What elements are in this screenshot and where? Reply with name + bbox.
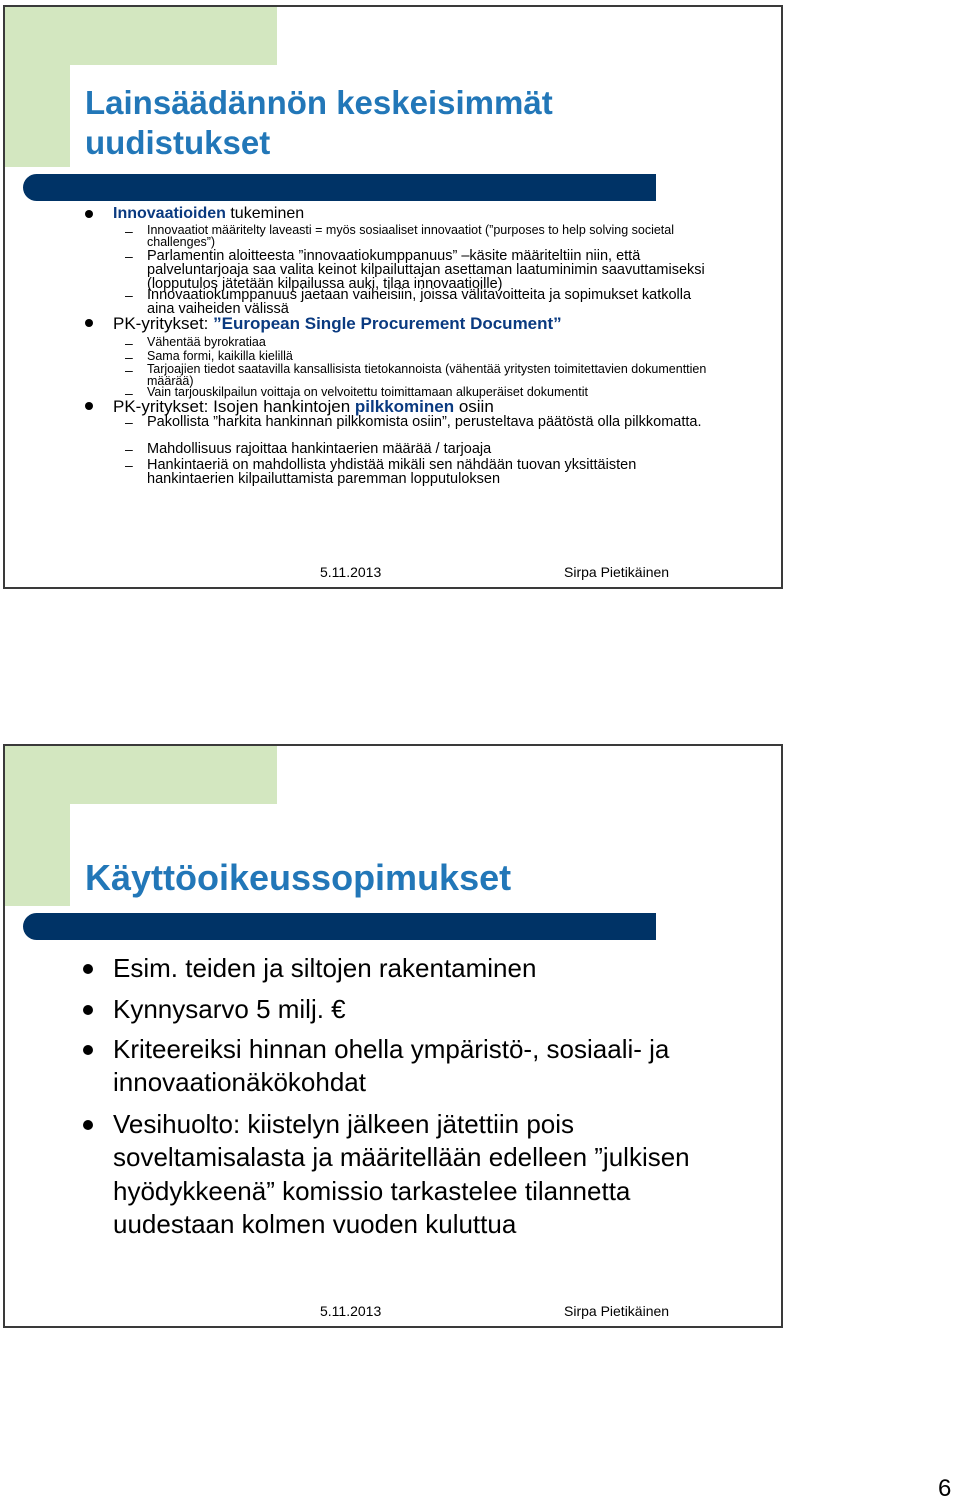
sub-bullet-text: Pakollista ”harkita hankinnan pilkkomista osiin”, perusteltava päätöstä olla pilkkomatta. [147,414,702,430]
footer-date: 5.11.2013 [320,564,382,580]
dash-marker: – [125,287,133,303]
bullet-dot [83,964,93,974]
slide-title: Käyttöoikeussopimukset [85,857,512,898]
bullet-text: osiin [454,397,494,416]
sub-bullet [125,248,707,292]
dash-marker: – [125,441,133,457]
sub-bullet [125,287,707,317]
sub-bullet [125,414,707,430]
bullet-dot [83,1045,93,1055]
title-underline-bar [23,174,656,201]
sub-bullet-text: Vain tarjouskilpailun voittaja on velvoitettu toimittamaan alkuperäiset dokumentit [147,385,588,399]
sub-bullet [125,335,707,351]
dash-marker: – [125,385,133,401]
bullet-dot [83,1005,93,1015]
sub-bullet-text: Sama formi, kaikilla kielillä [147,349,293,363]
bullet-text: Esim. teiden ja siltojen rakentaminen [113,953,537,983]
footer-date: 5.11.2013 [320,1303,382,1319]
bullet-text: Vesihuolto: kiistelyn jälkeen jätettiin pois soveltamisalasta ja määritellään edelleen ”julkisen hyödykkeenä” komissio tarkastelee tilannetta uudestaan kolmen vuoden kuluttua [113,1109,690,1239]
footer-author: Sirpa Pietikäinen [564,564,670,580]
title-line-2: uudistukset [85,123,271,161]
bullet-highlight: Innovaatioiden [113,205,226,222]
dash-marker: – [125,414,133,430]
bullet-item [113,993,733,1026]
bullet-dot [85,210,93,218]
sub-bullet [125,457,707,487]
sub-bullet-text: Vähentää byrokratiaa [147,335,266,349]
sub-bullet-text: Innovaatiot määritelty laveasti = myös sosiaaliset innovaatiot (”purposes to help solving societal challenges”) [147,223,675,249]
page-number: 6 [938,1475,952,1502]
sub-bullet [125,441,707,457]
bullet-highlight: ”European Single Procurement Document” [213,314,562,333]
title-line-1: Lainsäädännön keskeisimmät [85,84,553,121]
bullet-text: Kynnysarvo 5 milj. € [113,994,346,1024]
dash-marker: – [125,335,133,351]
title-underline-bar [23,913,656,940]
bullet-text: tukeminen [225,205,305,222]
dash-marker: – [125,349,133,365]
bullet-dot [83,1120,93,1130]
bullet-item [113,1108,733,1241]
slide-2 [3,744,783,1328]
slide-title [85,83,685,162]
dash-marker: – [125,248,133,264]
dash-marker: – [125,223,133,239]
decor-green-left [5,7,70,167]
sub-bullet-text: Mahdollisuus rajoittaa hankintaerien määrää / tarjoaja [147,441,492,457]
bullet-item [113,952,733,985]
sub-bullet-text: Hankintaeriä on mahdollista yhdistää mikäli sen nähdään tuovan yksittäisten hankintaerien kilpailuttamista paremman lopputuloksen [147,457,637,487]
bullet-dot [85,319,93,327]
bullet-item [113,1033,733,1100]
bullet-highlight: pilkkominen [354,397,455,416]
bullet-sme-splitting [113,398,713,415]
bullet-innovations [113,206,713,222]
bullet-text: PK-yritykset: [113,314,214,333]
sub-bullet-text: Tarjoajien tiedot saatavilla kansallisista tietokannoista (vähentää yritysten toimitettavien dokumenttien määrää) [147,362,707,388]
dash-marker: – [125,457,133,473]
footer-author: Sirpa Pietikäinen [564,1303,670,1319]
sub-bullet-text: Parlamentin aloitteesta ”innovaatiokumppanuus” –käsite määriteltiin niin, että palveluntarjoaja saa valita keinot kilpailuttajan asettaman laatuminimin saavuttamiseksi (lopputulos jätetään kilpailussa auki, tilaa innovaatioille) [147,248,705,292]
sub-bullet [125,223,707,249]
bullet-sme-espd [113,315,713,332]
bullet-text: Kriteereiksi hinnan ohella ympäristö-, sosiaali- ja innovaationäkökohdat [113,1034,670,1098]
sub-bullet-text: Innovaatiokumppanuus jaetaan vaiheisiin, joissa välitavoitteita ja sopimukset katkolla aina vaiheiden välissä [147,287,692,317]
dash-marker: – [125,362,133,378]
decor-green-left [5,746,70,906]
slide-1 [3,5,783,589]
bullet-dot [85,402,93,410]
bullet-text: PK-yritykset: Isojen hankintojen [113,397,355,416]
